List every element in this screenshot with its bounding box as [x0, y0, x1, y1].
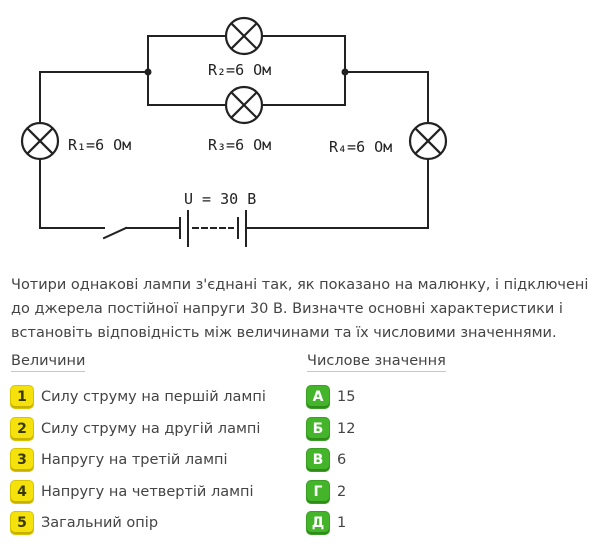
- lamp-r4-icon: [410, 123, 446, 159]
- quantity-text: Напругу на четвертій лампі: [41, 484, 254, 500]
- r2-label: R₂=6 Ом: [208, 61, 272, 79]
- quantity-row: [11, 385, 266, 409]
- switch: [104, 228, 126, 238]
- circuit-diagram: [0, 0, 600, 265]
- value-letter-badge: Б: [307, 418, 329, 440]
- quantity-row: [11, 511, 158, 535]
- value-letter-badge: Г: [307, 481, 329, 503]
- value-letter-badge: Д: [307, 512, 329, 534]
- quantity-number-badge: 3: [11, 449, 33, 471]
- value-row: [307, 480, 346, 504]
- lamp-r2-icon: [226, 18, 262, 54]
- quantity-text: Силу струму на другій лампі: [41, 421, 261, 437]
- quantity-text: Силу струму на першій лампі: [41, 389, 266, 405]
- quantity-number-badge: 4: [11, 481, 33, 503]
- value-row: [307, 511, 346, 535]
- value-text: 12: [337, 421, 356, 437]
- value-letter-badge: В: [307, 449, 329, 471]
- value-text: 1: [337, 515, 347, 531]
- r1-label: R₁=6 Ом: [68, 136, 132, 154]
- quantity-text: Загальний опір: [41, 515, 159, 531]
- values-header: Числове значення: [307, 353, 446, 372]
- value-letter-badge: А: [307, 386, 329, 408]
- quantities-header: Величини: [11, 353, 85, 372]
- junction-left: [145, 69, 152, 76]
- value-row: [307, 417, 355, 441]
- r3-label: R₃=6 Ом: [208, 136, 272, 154]
- value-text: 6: [337, 452, 347, 468]
- value-text: 2: [337, 484, 347, 500]
- quantity-text: Напругу на третій лампі: [41, 452, 228, 468]
- quantity-row: [11, 448, 228, 472]
- lamp-r1-icon: [22, 123, 58, 159]
- quantity-row: [11, 417, 260, 441]
- voltage-label: U = 30 В: [184, 190, 257, 208]
- quantity-number-badge: 1: [11, 386, 33, 408]
- problem-text: Чотири однакові лампи з'єднані так, як показано на малюнку, і підключені до джерела постійної напруги 30 В. Визначте основні характеристики і встановіть відповідність між величинами та їх числовими значеннями.: [11, 277, 589, 341]
- lamp-r3-icon: [226, 87, 262, 123]
- r4-label: R₄=6 Ом: [329, 138, 393, 156]
- value-text: 15: [337, 389, 356, 405]
- value-row: [307, 448, 346, 472]
- value-row: [307, 385, 355, 409]
- junction-right: [342, 69, 349, 76]
- quantity-row: [11, 480, 254, 504]
- quantity-number-badge: 2: [11, 418, 33, 440]
- quantity-number-badge: 5: [11, 512, 33, 534]
